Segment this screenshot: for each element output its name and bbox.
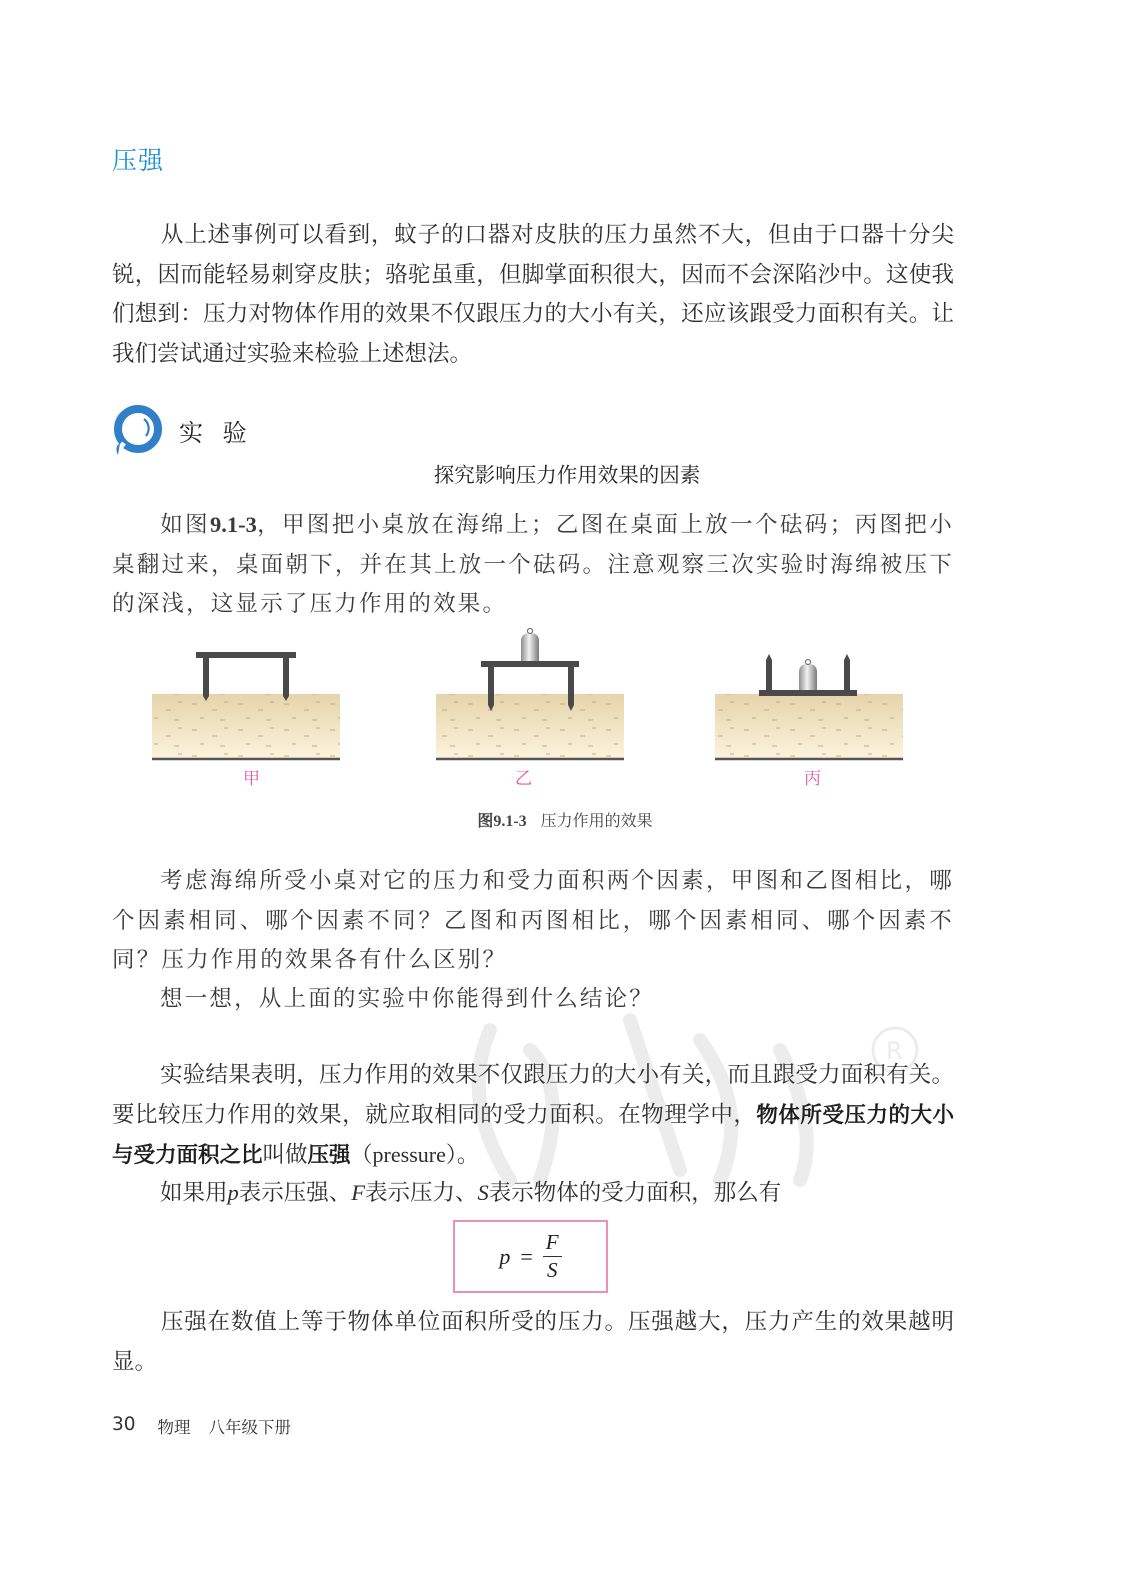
formula-fraction	[543, 1232, 562, 1281]
definition-paragraph	[112, 1056, 954, 1176]
experiment-title	[0, 458, 1130, 488]
panel-yi	[436, 629, 624, 760]
formula-numerator: F	[543, 1232, 562, 1257]
pressure-term: 压强	[307, 1143, 351, 1168]
experiment-instructions	[112, 505, 954, 625]
conclusion-called: 叫做	[262, 1142, 308, 1168]
pressure-definition: 物体所受压力的大小与受力面积之比	[112, 1102, 954, 1168]
svg-text:R: R	[886, 1037, 903, 1065]
pressure-english-term: （pressure）。	[350, 1142, 479, 1167]
symbols-paragraph	[112, 1173, 954, 1214]
panel-jia	[152, 652, 340, 759]
question-paragraph	[112, 862, 954, 981]
pressure-formula	[453, 1220, 608, 1293]
question-2: 想一想，从上面的实验中你能得到什么结论？	[160, 986, 655, 1012]
intro-text: 从上述事例可以看到，蚊子的口器对皮肤的压力虽然不大，但由于口器十分尖锐，因而能轻易刺穿皮肤；骆驼虽重，但脚掌面积很大，因而不会深陷沙中。这使我们想到：压力对物体作用的效果不仅跟压力的大小有关，还应该跟受力面积有关。让我们尝试通过实验来检验上述想法。	[112, 222, 954, 367]
formula-lhs: p	[499, 1243, 511, 1269]
symbol-F: F	[351, 1180, 366, 1205]
figure-caption-number: 图9.1-3	[477, 813, 527, 830]
magnifier-icon	[110, 403, 165, 458]
symbol-S: S	[477, 1180, 489, 1205]
intro-paragraph	[112, 216, 954, 374]
page-footer	[112, 1414, 291, 1438]
formula-equals: =	[520, 1243, 533, 1269]
footer-subject: 物理	[157, 1418, 191, 1437]
figure-reference: 9.1-3	[210, 512, 257, 537]
page-number: 30	[112, 1414, 136, 1435]
panel-label-bing: 丙	[804, 769, 821, 789]
figure-caption-text: 压力作用的效果	[540, 813, 653, 830]
symbols-prefix: 如果用	[160, 1180, 228, 1206]
meaning-paragraph	[112, 1303, 954, 1382]
experiment-title-text: 探究影响压力作用效果的因素	[433, 463, 701, 487]
instructions-prefix: 如图	[160, 512, 210, 538]
figure-caption	[0, 808, 1130, 831]
footer-grade: 八年级下册	[208, 1418, 292, 1437]
symbol-F-desc: 表示压力、	[365, 1180, 478, 1206]
question-1: 考虑海绵所受小桌对它的压力和受力面积两个因素，甲图和乙图相比，哪个因素相同、哪个因素不同？乙图和丙图相比，哪个因素相同、哪个因素不同？压力作用的效果各有什么区别？	[112, 868, 954, 973]
instructions-body: ，甲图把小桌放在海绵上；乙图在桌面上放一个砝码；丙图把小桌翻过来，桌面朝下，并在其上放一个砝码。注意观察三次实验时海绵被压下的深浅，这显示了压力作用的效果。	[112, 512, 954, 617]
panel-label-jia: 甲	[243, 769, 260, 789]
symbol-S-desc: 表示物体的受力面积，那么有	[488, 1180, 782, 1206]
symbol-p: p	[227, 1180, 239, 1205]
meaning-text: 压强在数值上等于物体单位面积所受的压力。压强越大，压力产生的效果越明显。	[112, 1309, 954, 1375]
conclusion-text: 实验结果表明，压力作用的效果不仅跟压力的大小有关，而且跟受力面积有关。要比较压力作用的效果，就应取相同的受力面积。在物理学中，	[112, 1062, 954, 1128]
section-title: 压强	[112, 146, 165, 175]
symbol-p-desc: 表示压强、	[238, 1180, 352, 1206]
panel-bing	[715, 654, 903, 759]
panel-label-yi: 乙	[515, 769, 532, 789]
think-paragraph	[112, 980, 954, 1020]
experiment-header	[110, 402, 253, 458]
formula-denominator: S	[546, 1258, 558, 1282]
experiment-label: 实 验	[179, 418, 253, 447]
